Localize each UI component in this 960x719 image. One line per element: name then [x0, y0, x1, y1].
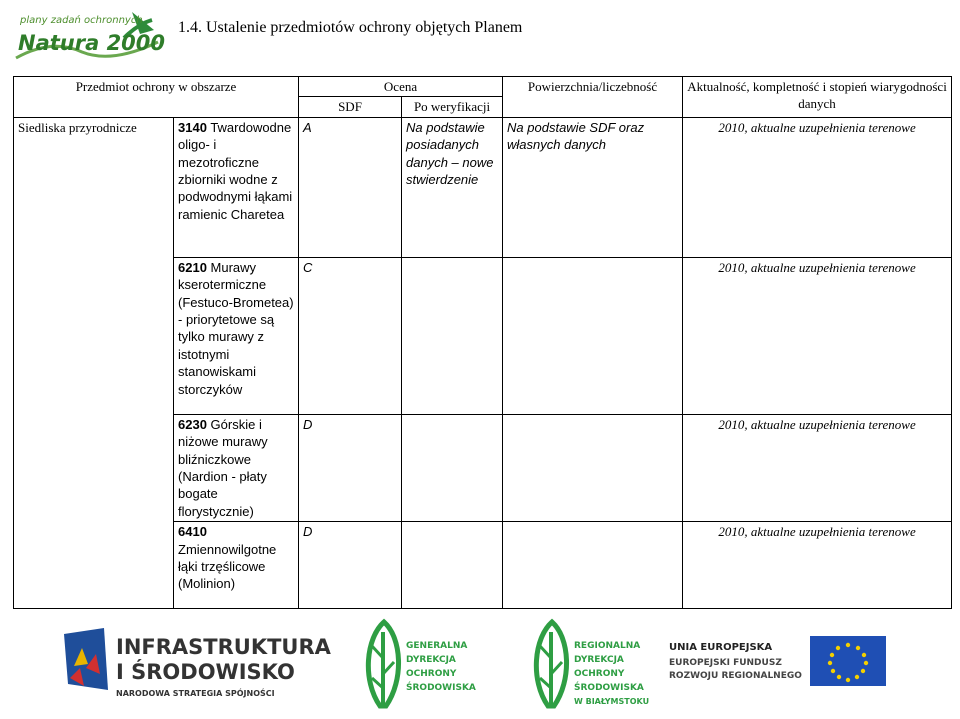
page-title: 1.4. Ustalenie przedmiotów ochrony objętych Planem	[178, 19, 523, 36]
rdos-line1: REGIONALNA	[574, 641, 641, 651]
header-aktualnosc: Aktualność, kompletność i stopień wiarygodności danych	[683, 77, 952, 118]
footer-logos	[0, 612, 960, 714]
rdos-line5: W BIAŁYMSTOKU	[574, 697, 650, 706]
infrastruktura-logo	[60, 624, 331, 706]
logo-subtitle: plany zadań ochronnych	[20, 15, 143, 26]
rdos-line4: ŚRODOWISKA	[574, 683, 644, 693]
sdf-value: C	[299, 257, 402, 414]
rdos-line2: DYREKCJA	[574, 655, 624, 665]
habitat-cell	[174, 257, 299, 414]
po-weryfikacji-value	[402, 257, 503, 414]
habitat-cell	[174, 522, 299, 609]
habitat-cell	[174, 414, 299, 521]
aktualnosc-value: 2010, aktualne uzupełnienia terenowe	[683, 117, 952, 257]
eu-line1: UNIA EUROPEJSKA	[669, 642, 773, 653]
eu-line3: ROZWOJU REGIONALNEGO	[669, 671, 802, 681]
group-label: Siedliska przyrodnicze	[14, 117, 174, 608]
gdos-line2: DYREKCJA	[406, 655, 456, 665]
page-header	[0, 0, 960, 70]
gdos-logo	[358, 618, 476, 710]
habitat-name: Murawy kserotermiczne (Festuco-Brometea) - priorytetowe są tylko murawy z istotnymi stanowiskami storczyków	[178, 259, 294, 397]
habitat-code: 3140	[178, 119, 207, 135]
rdos-line3: OCHRONY	[574, 669, 625, 679]
header-przedmiot: Przedmiot ochrony w obszarze	[14, 77, 299, 118]
powierzchnia-value	[503, 257, 683, 414]
header-sdf: SDF	[299, 97, 402, 117]
habitat-code: 6230	[178, 416, 207, 432]
po-weryfikacji-value: Na podstawie posiadanych danych – nowe stwierdzenie	[402, 117, 503, 257]
po-weryfikacji-value	[402, 522, 503, 609]
powierzchnia-value	[503, 522, 683, 609]
habitat-code: 6210	[178, 259, 207, 275]
sdf-value: A	[299, 117, 402, 257]
table-row	[14, 117, 952, 257]
natura-2000-logo	[12, 8, 166, 64]
aktualnosc-value: 2010, aktualne uzupełnienia terenowe	[683, 414, 952, 521]
logo-title: Natura 2000	[18, 31, 166, 55]
eu-logo	[666, 632, 892, 692]
header-ocena: Ocena	[299, 77, 503, 97]
habitat-code: 6410	[178, 524, 207, 540]
gdos-line1: GENERALNA	[406, 641, 468, 651]
infrastruktura-line2: I ŚRODOWISKO	[116, 660, 295, 684]
gdos-line3: OCHRONY	[406, 669, 457, 679]
aktualnosc-value: 2010, aktualne uzupełnienia terenowe	[683, 257, 952, 414]
habitat-cell	[174, 117, 299, 257]
sdf-value: D	[299, 522, 402, 609]
habitat-name: Górskie i niżowe murawy bliźniczkowe (Nardion - płaty bogate florystycznie)	[178, 416, 268, 519]
eu-line2: EUROPEJSKI FUNDUSZ	[669, 658, 782, 668]
protection-subjects-table	[13, 76, 952, 609]
habitat-name: Twardowodne oligo- i mezotroficzne zbiorniki wodne z podwodnymi łąkami ramienic Charetea	[178, 119, 293, 222]
sdf-value: D	[299, 414, 402, 521]
header-po-weryfikacji: Po weryfikacji	[402, 97, 503, 117]
powierzchnia-value: Na podstawie SDF oraz własnych danych	[503, 117, 683, 257]
infrastruktura-line3: NARODOWA STRATEGIA SPÓJNOŚCI	[116, 689, 275, 698]
powierzchnia-value	[503, 414, 683, 521]
infrastruktura-line1: INFRASTRUKTURA	[116, 635, 331, 659]
po-weryfikacji-value	[402, 414, 503, 521]
header-powierzchnia: Powierzchnia/liczebność	[503, 77, 683, 118]
gdos-line4: ŚRODOWISKA	[406, 683, 476, 693]
aktualnosc-value: 2010, aktualne uzupełnienia terenowe	[683, 522, 952, 609]
rdos-logo	[526, 618, 650, 714]
habitat-name: Zmiennowilgotne łąki trzęślicowe (Molinion)	[178, 541, 277, 592]
